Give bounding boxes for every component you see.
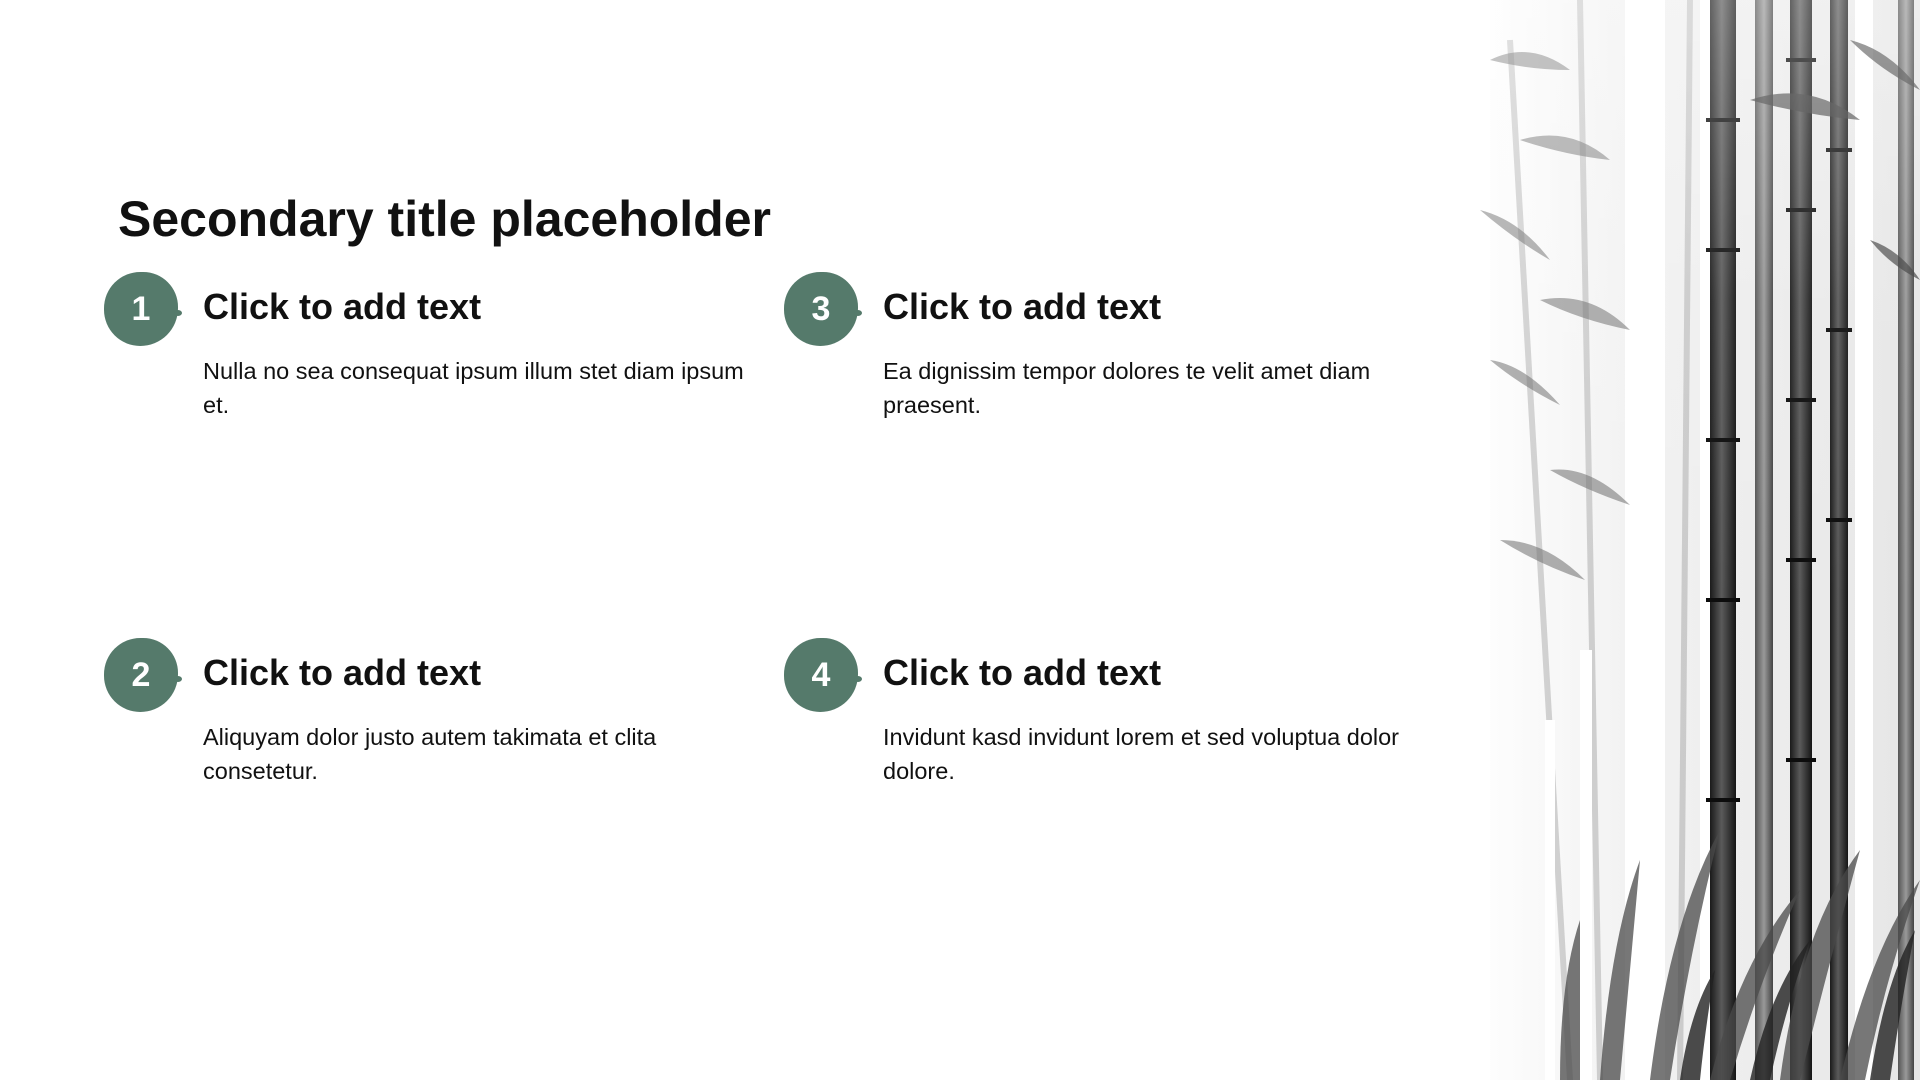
item-heading-2[interactable]: Click to add text — [203, 652, 482, 693]
number-badge-4: 4 — [784, 638, 858, 712]
item-body-4[interactable]: Invidunt kasd invidunt lorem et sed voluptua dolor dolore. — [883, 724, 1400, 784]
number-badge-2: 2 — [104, 638, 178, 712]
number-badge-3: 3 — [784, 272, 858, 346]
item-body-1[interactable]: Nulla no sea consequat ipsum illum stet diam ipsum et. — [203, 358, 744, 418]
bamboo-illustration — [1450, 0, 1920, 1080]
item-body-2[interactable]: Aliquyam dolor justo autem takimata et clita consetetur. — [203, 724, 657, 784]
page-title[interactable]: Secondary title placeholder — [118, 191, 771, 247]
number-badge-1: 1 — [104, 272, 178, 346]
item-heading-1[interactable]: Click to add text — [203, 286, 482, 327]
item-heading-3[interactable]: Click to add text — [883, 286, 1162, 327]
item-heading-4[interactable]: Click to add text — [883, 652, 1162, 693]
item-body-3[interactable]: Ea dignissim tempor dolores te velit amet diam praesent. — [883, 358, 1371, 418]
